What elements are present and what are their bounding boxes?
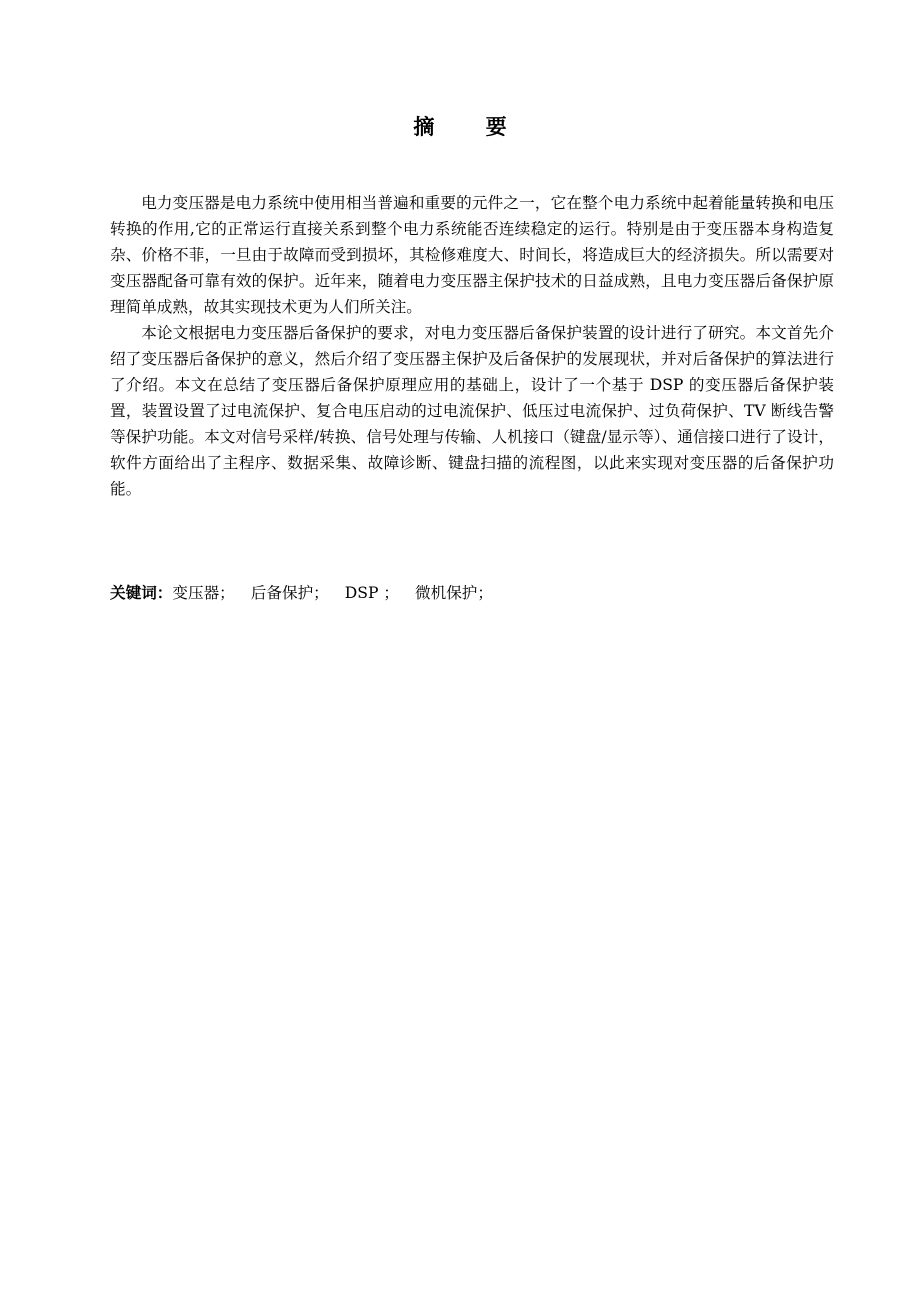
abstract-body — [110, 190, 834, 502]
keyword-item: 微机保护； — [415, 584, 493, 602]
abstract-paragraph-2: 本论文根据电力变压器后备保护的要求，对电力变压器后备保护装置的设计进行了研究。本文首先介绍了变压器后备保护的意义，然后介绍了变压器主保护及后备保护的发展现状，并对后备保护的算法进行了介绍。本文在总结了变压器后备保护原理应用的基础上，设计了一个基于 DSP 的变压器后备保护装置，装置设置了过电流保护、复合电压启动的过电流保护、低压过电流保护、过负荷保护、TV 断线告警等保护功能。本文对信号采样/转换、信号处理与传输、人机接口（键盘/显示等）、通信接口进行了设计，软件方面给出了主程序、数据采集、故障诊断、键盘扫描的流程图，以此来实现对变压器的后备保护功能。 — [110, 324, 834, 498]
page-title: 摘 要 — [413, 115, 529, 139]
keyword-item: DSP ； — [344, 584, 399, 602]
keywords-line — [110, 580, 834, 606]
keywords-label: 关键词： — [110, 584, 173, 602]
keyword-item: 变压器； — [172, 584, 235, 602]
abstract-paragraph-1: 电力变压器是电力系统中使用相当普遍和重要的元件之一，它在整个电力系统中起着能量转换和电压转换的作用,它的正常运行直接关系到整个电力系统能否连续稳定的运行。特别是由于变压器本身构造复杂、价格不菲，一旦由于故障而受到损坏，其检修难度大、时间长，将造成巨大的经济损失。所以需要对变压器配备可靠有效的保护。近年来，随着电力变压器主保护技术的日益成熟，且电力变压器后备保护原理简单成熟，故其实现技术更为人们所关注。 — [110, 194, 834, 316]
keyword-item: 后备保护； — [250, 584, 329, 602]
